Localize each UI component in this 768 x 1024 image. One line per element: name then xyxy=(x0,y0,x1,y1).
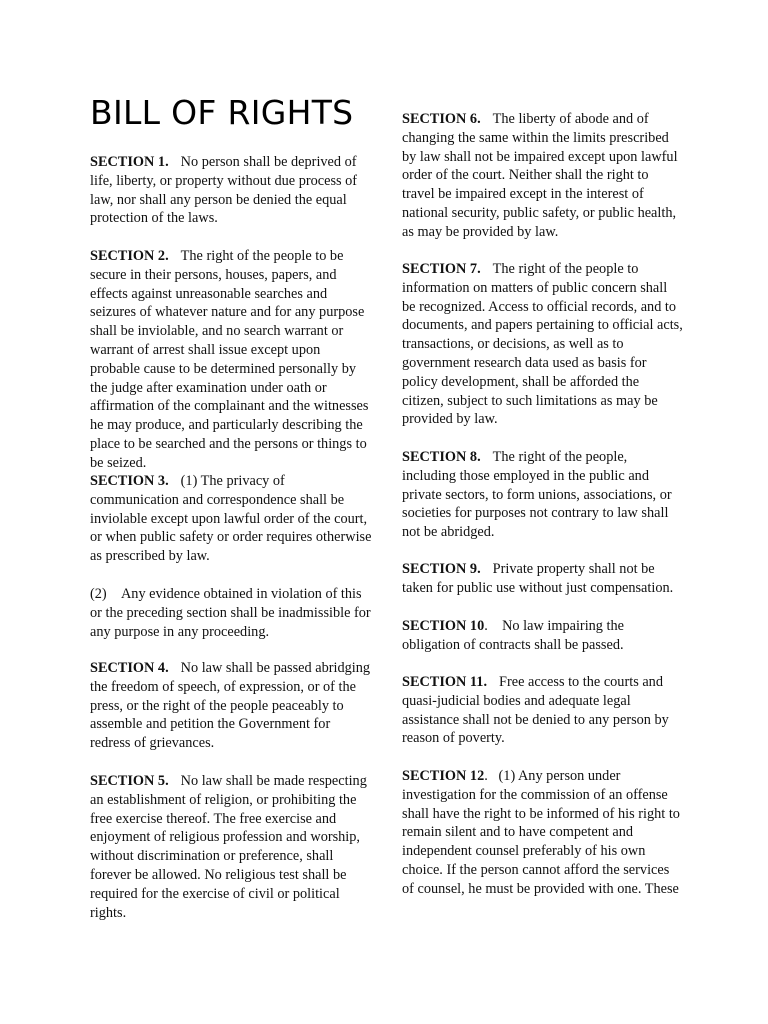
section-paragraph xyxy=(402,260,684,429)
section-text: No law shall be passed abridging the freedom of speech, of expression, or of the press, or the right of the people peaceably to assemble and petition the Government for redress of grievances. xyxy=(90,660,371,752)
section-text: (2) Any evidence obtained in violation of this or the preceding section shall be inadmissible for any purpose in any proceeding. xyxy=(90,586,371,640)
section-text: No law shall be made respecting an establishment of religion, or prohibiting the free exercise thereof. The free exercise and enjoyment of religious profession and worship, without discrimination or preference, shall forever be allowed. No religious test shall be required for the exercise of civil or political rights. xyxy=(90,773,367,921)
section-label: SECTION 7. xyxy=(402,261,481,277)
section-text: The right of the people to information on matters of public concern shall be recognized. Access to official records, and to documents, and papers pertaining to official acts, transactions, or decisions, as well as to government research data used as basis for policy development, shall be afforded the citizen, subject to such limitations as may be provided by law. xyxy=(402,261,683,428)
section-text: The liberty of abode and of changing the same within the limits prescribed by law shall not be impaired except upon lawful order of the court. Neither shall the right to travel be impaired except in the interest of national security, public safety, or public health, as may be provided by law. xyxy=(402,111,678,240)
section-text: The right of the people, including those employed in the public and private sectors, to form unions, associations, or societies for purposes not contrary to law shall not be abridged. xyxy=(402,449,672,541)
section-text: (1) The privacy of communication and correspondence shall be inviolable except upon lawful order of the court, or when public safety or order requires otherwise as prescribed by law. xyxy=(90,473,372,565)
document-title: BILL OF RIGHTS xyxy=(90,93,354,132)
section-paragraph xyxy=(402,560,684,598)
section-text: Free access to the courts and quasi-judicial bodies and adequate legal assistance shall not be denied to any person by reason of poverty. xyxy=(402,674,669,747)
section-paragraph xyxy=(90,659,372,753)
section-text: Private property shall not be taken for public use without just compensation. xyxy=(402,561,674,596)
section-label: SECTION 4. xyxy=(90,660,169,676)
section-text: . No law impairing the obligation of contracts shall be passed. xyxy=(402,618,624,653)
section-paragraph xyxy=(402,110,684,242)
section-paragraph xyxy=(90,153,372,228)
section-text: . (1) Any person under investigation for the commission of an offense shall have the right to be informed of his right to remain silent and to have competent and independent counsel preferably of his own choice. If the person cannot afford the services of counsel, he must be provided with one. These xyxy=(402,768,680,897)
section-label: SECTION 10 xyxy=(402,618,485,634)
section-paragraph xyxy=(90,247,372,473)
section-label: SECTION 11. xyxy=(402,674,488,690)
section-label: SECTION 2. xyxy=(90,248,169,264)
section-text: No person shall be deprived of life, liberty, or property without due process of law, nor shall any person be denied the equal protection of the laws. xyxy=(90,154,358,227)
section-paragraph xyxy=(90,472,372,566)
section-paragraph xyxy=(402,617,684,655)
section-label: SECTION 8. xyxy=(402,449,481,465)
section-label: SECTION 3. xyxy=(90,473,169,489)
section-paragraph xyxy=(402,448,684,542)
section-paragraph xyxy=(90,772,372,922)
section-paragraph xyxy=(402,767,684,899)
section-label: SECTION 12 xyxy=(402,768,485,784)
subsection-paragraph xyxy=(90,585,372,641)
section-text: The right of the people to be secure in their persons, houses, papers, and effects against unreasonable searches and seizures of whatever nature and for any purpose shall be inviolable, and no search warrant or warrant of arrest shall issue except upon probable cause to be determined personally by the judge after examination under oath or affirmation of the complainant and the witnesses he may produce, and particularly describing the place to be searched and the persons or things to be seized. xyxy=(90,248,369,471)
section-label: SECTION 1. xyxy=(90,154,169,170)
section-paragraph xyxy=(402,673,684,748)
section-label: SECTION 5. xyxy=(90,773,169,789)
section-label: SECTION 6. xyxy=(402,111,481,127)
section-label: SECTION 9. xyxy=(402,561,481,577)
